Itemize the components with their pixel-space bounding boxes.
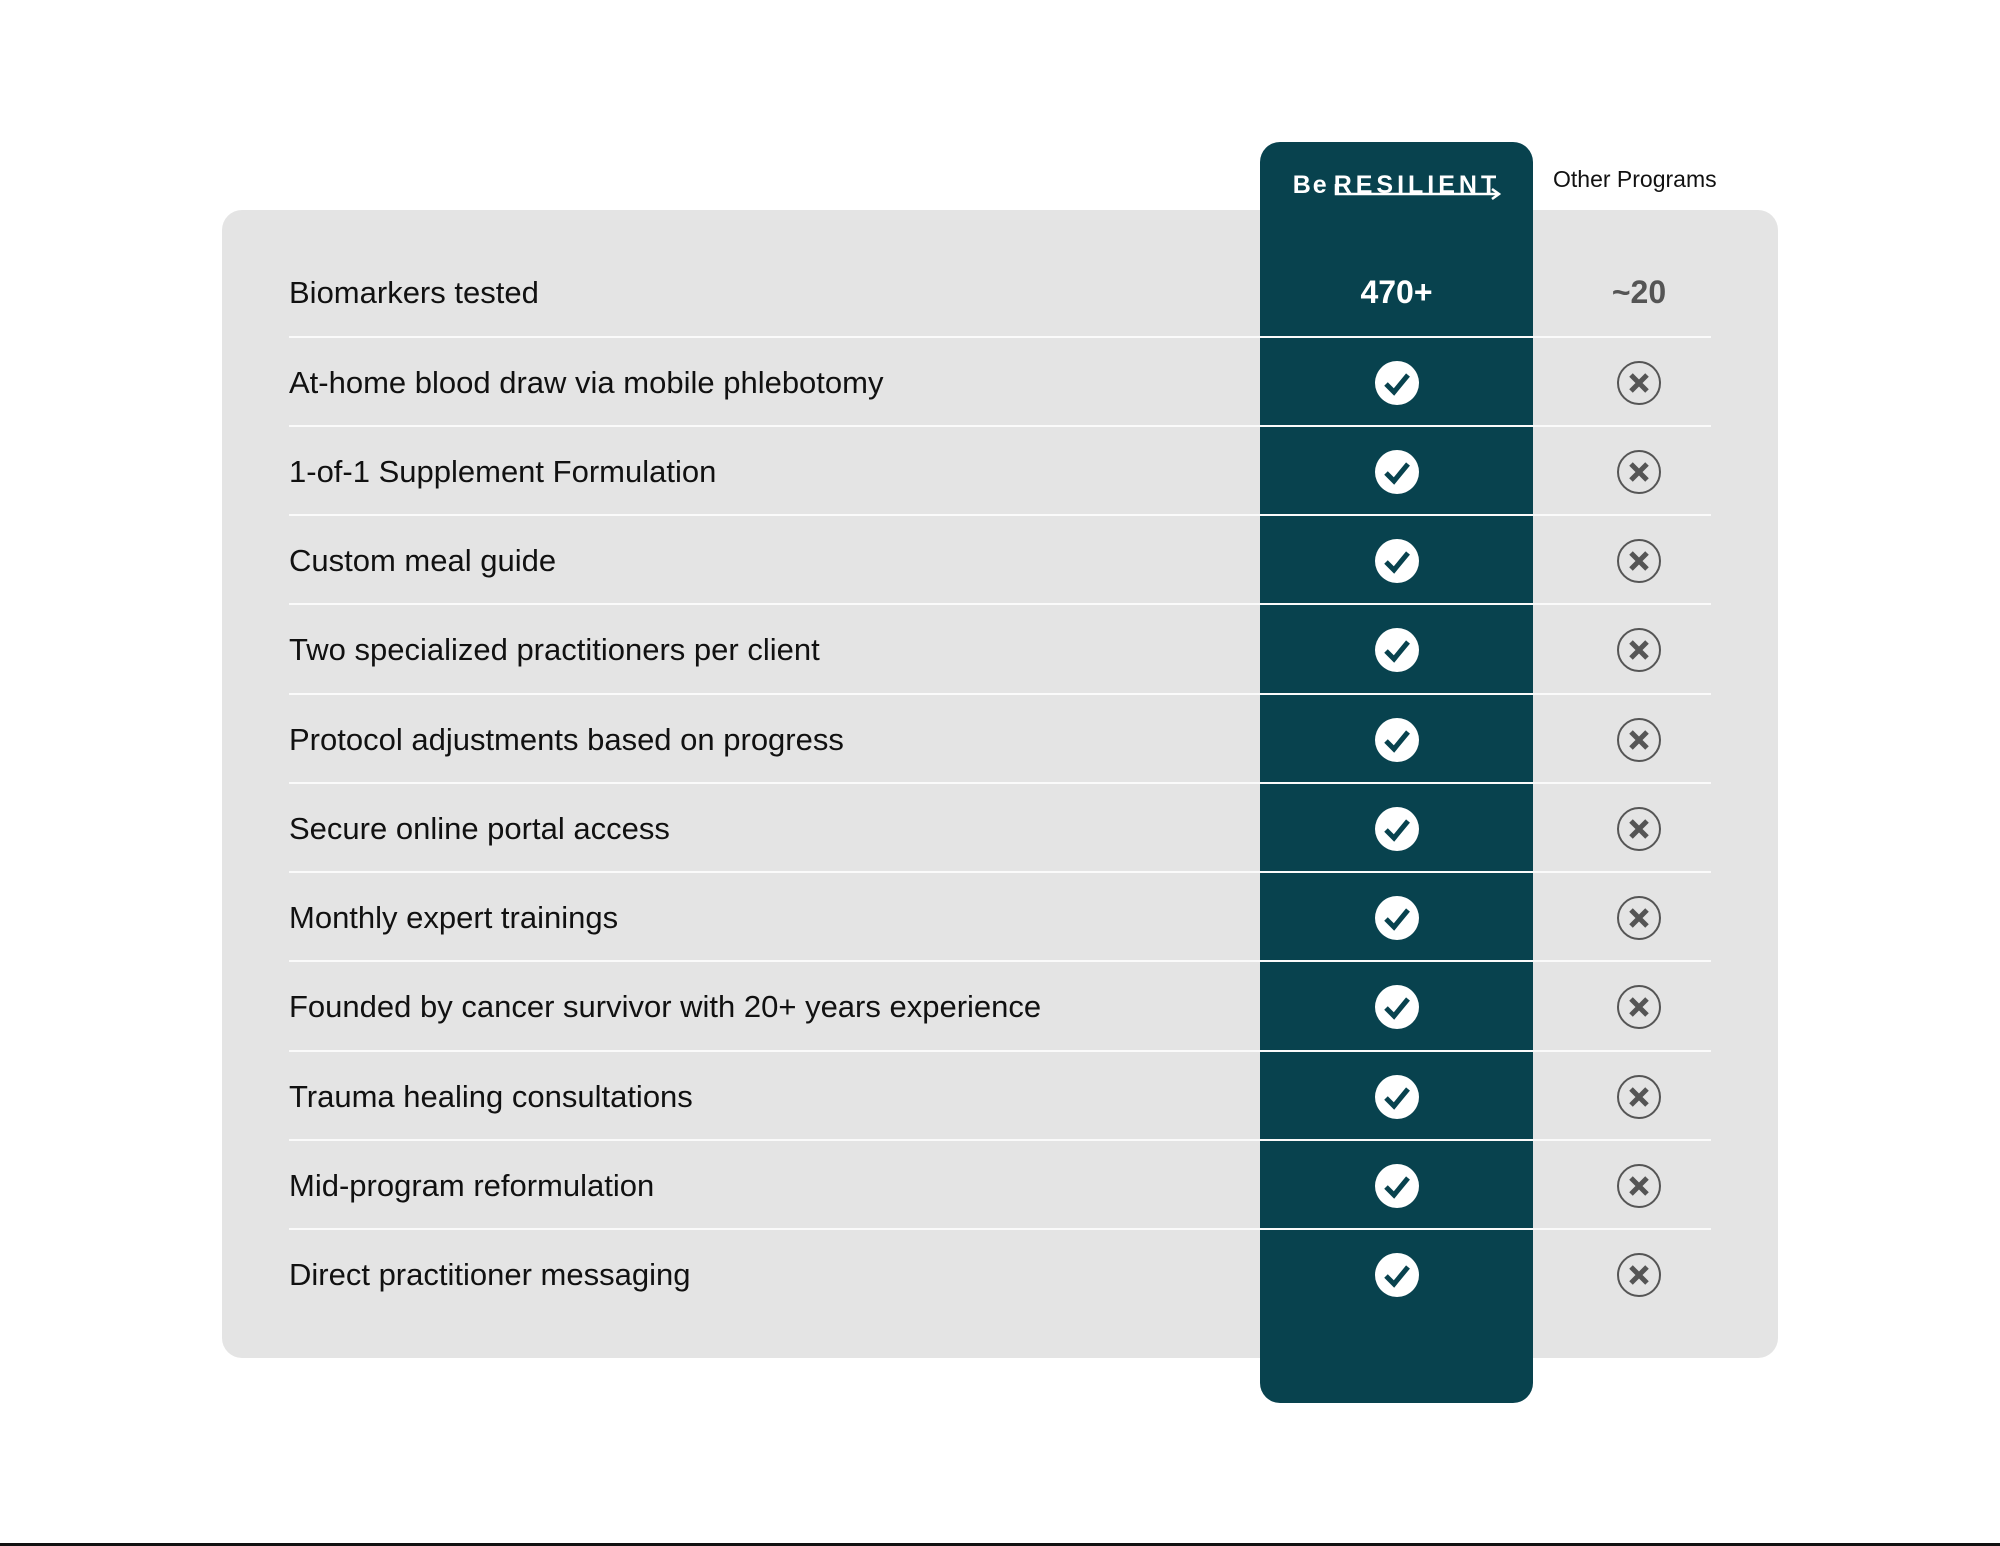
x-icon <box>1616 1252 1662 1298</box>
check-icon <box>1374 627 1420 673</box>
brand-cell <box>1260 1141 1533 1230</box>
brand-cell <box>1260 784 1533 873</box>
brand-cell <box>1260 1052 1533 1141</box>
table-row <box>289 873 1711 962</box>
x-icon <box>1616 717 1662 763</box>
other-cell <box>1533 873 1745 962</box>
table-row <box>289 1052 1711 1141</box>
x-icon <box>1616 627 1662 673</box>
table-row <box>289 427 1711 516</box>
feature-label: 1-of-1 Supplement Formulation <box>289 453 717 489</box>
brand-cell <box>1260 695 1533 784</box>
x-icon <box>1616 538 1662 584</box>
check-icon <box>1374 717 1420 763</box>
other-cell <box>1533 605 1745 694</box>
other-cell <box>1533 516 1745 605</box>
x-icon <box>1616 449 1662 495</box>
table-row <box>289 695 1711 784</box>
feature-label: Two specialized practitioners per client <box>289 631 820 667</box>
other-cell <box>1533 338 1745 427</box>
brand-cell <box>1260 962 1533 1051</box>
table-row <box>289 1230 1711 1319</box>
feature-label: Founded by cancer survivor with 20+ years experience <box>289 988 1042 1024</box>
table-row <box>289 962 1711 1051</box>
other-cell <box>1533 427 1745 516</box>
check-icon <box>1374 895 1420 941</box>
table-row <box>289 338 1711 427</box>
brand-logo-prefix: Be <box>1292 171 1329 199</box>
x-icon <box>1616 895 1662 941</box>
brand-cell <box>1260 427 1533 516</box>
other-cell <box>1533 1052 1745 1141</box>
table-row <box>289 605 1711 694</box>
feature-label: Secure online portal access <box>289 810 670 846</box>
table-row <box>289 516 1711 605</box>
x-icon <box>1616 806 1662 852</box>
other-cell <box>1533 1230 1745 1319</box>
check-icon <box>1374 1074 1420 1120</box>
feature-label: Protocol adjustments based on progress <box>289 721 844 757</box>
feature-label: Monthly expert trainings <box>289 899 619 935</box>
brand-logo-main: RESILIENT <box>1333 171 1501 199</box>
x-icon <box>1616 984 1662 1030</box>
brand-cell <box>1260 1230 1533 1319</box>
brand-cell <box>1260 873 1533 962</box>
other-value: ~20 <box>1611 274 1667 310</box>
other-cell <box>1533 1141 1745 1230</box>
feature-label: Trauma healing consultations <box>289 1078 693 1114</box>
other-cell <box>1533 962 1745 1051</box>
table-row-biomarkers <box>289 248 1711 337</box>
check-icon <box>1374 1252 1420 1298</box>
feature-label: Custom meal guide <box>289 542 557 578</box>
check-icon <box>1374 538 1420 584</box>
check-icon <box>1374 1163 1420 1209</box>
table-row <box>289 1141 1711 1230</box>
other-cell <box>1533 695 1745 784</box>
x-icon <box>1616 360 1662 406</box>
brand-cell <box>1260 605 1533 694</box>
x-icon <box>1616 1163 1662 1209</box>
feature-label: Direct practitioner messaging <box>289 1256 691 1292</box>
brand-cell <box>1260 338 1533 427</box>
check-icon <box>1374 449 1420 495</box>
check-icon <box>1374 360 1420 406</box>
x-icon <box>1616 1074 1662 1120</box>
feature-label: Biomarkers tested <box>289 274 539 310</box>
other-cell <box>1533 784 1745 873</box>
check-icon <box>1374 984 1420 1030</box>
logo-arrow-icon <box>1334 184 1504 200</box>
feature-label: At-home blood draw via mobile phlebotomy <box>289 364 884 400</box>
other-programs-header: Other Programs <box>1553 166 1717 192</box>
feature-label: Mid-program reformulation <box>289 1167 655 1203</box>
brand-cell <box>1260 516 1533 605</box>
check-icon <box>1374 806 1420 852</box>
table-row <box>289 784 1711 873</box>
brand-value: 470+ <box>1360 274 1433 310</box>
